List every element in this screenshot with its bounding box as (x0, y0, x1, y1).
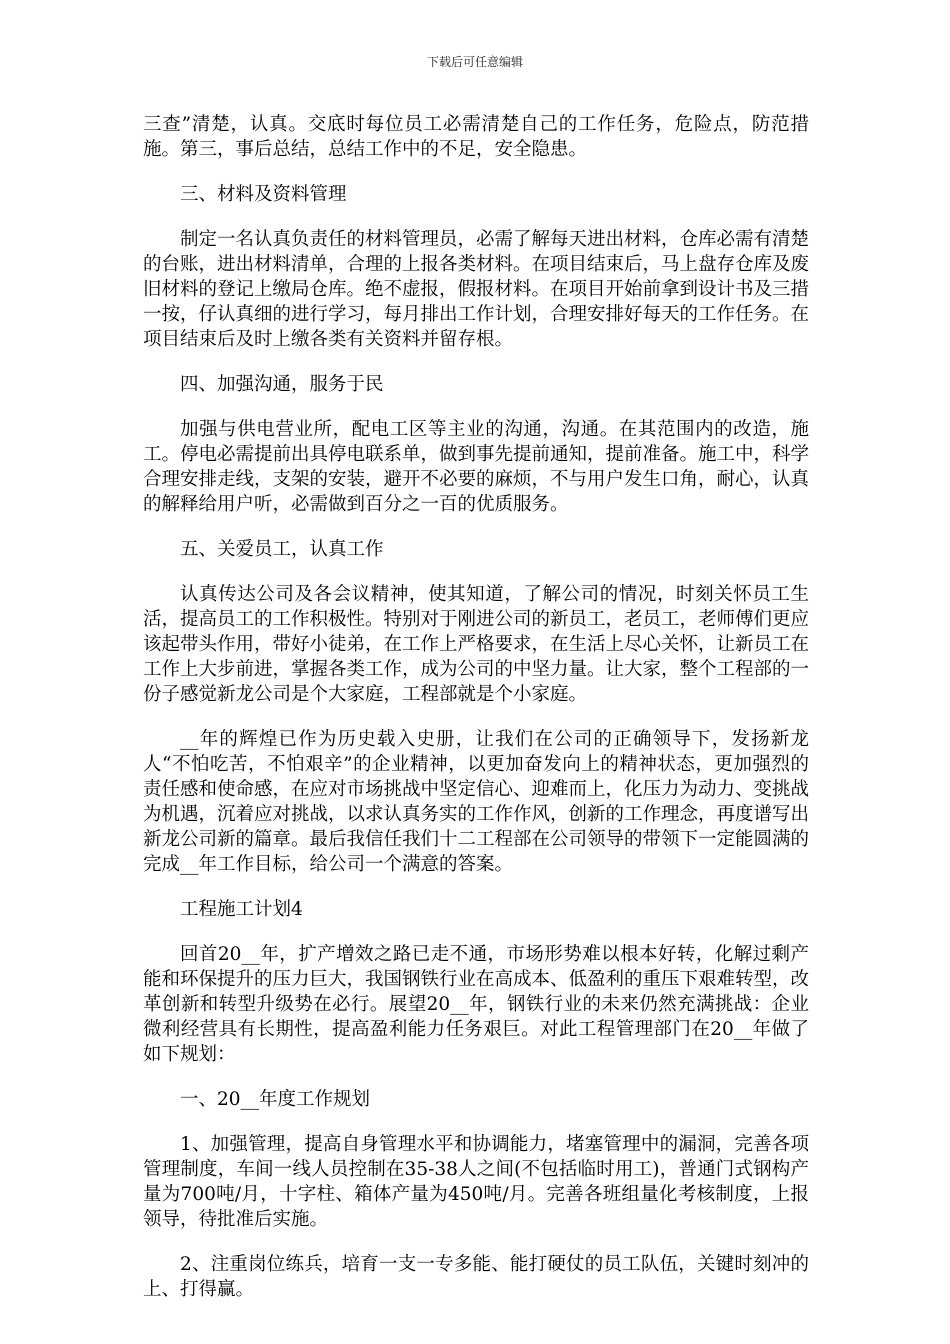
paragraph-item-2: 2、注重岗位练兵，培育一支一专多能、能打硬仗的员工队伍，关键时刻冲的上、打得赢。 (143, 1254, 809, 1300)
section-heading-annual-plan: 一、20__年度工作规划 (180, 1089, 371, 1110)
section-heading-communication: 四、加强沟通，服务于民 (180, 374, 384, 395)
paragraph-item-1: 1、加强管理，提高自身管理水平和协调能力，堵塞管理中的漏洞，完善各项管理制度，车间一线人员控制在35-38人之间(不包括临时用工)，普通门式钢构产量为700吨/月，十字柱、箱体产量为450吨/月。完善各班组量化考核制度，上报领导，待批准后实施。 (143, 1134, 809, 1230)
paragraph-continuation: 三查”清楚，认真。交底时每位员工必需清楚自己的工作任务，危险点，防范措施。第三，事后总结，总结工作中的不足，安全隐患。 (143, 114, 809, 160)
paragraph-staff-care: 认真传达公司及各会议精神，使其知道，了解公司的情况，时刻关怀员工生活，提高员工的工作积极性。特别对于刚进公司的新员工，老员工，老师傅们更应该起带头作用，带好小徒弟，在工作上严格要求，在生活上尽心关怀，让新员工在工作上大步前进，掌握各类工作，成为公司的中坚力量。让大家，整个工程部的一份子感觉新龙公司是个大家庭，工程部就是个小家庭。 (143, 584, 810, 705)
document-body (143, 112, 809, 1322)
paragraph-conclusion: __年的辉煌已作为历史载入史册，让我们在公司的正确领导下，发扬新龙人“不怕吃苦，不怕艰辛”的企业精神，以更加奋发向上的精神状态，更加强烈的责任感和使命感，在应对市场挑战中坚定信心、迎难而上，化压力为动力、变挑战为机遇，沉着应对挑战，以求认真务实的工作作风，创新的工作理念，再度谱写出新龙公司新的篇章。最后我信任我们十二工程部在公司领导的带领下一定能圆满的完成__年工作目标，给公司一个满意的答案。 (143, 729, 810, 875)
page-header: 下载后可任意编辑 (426, 55, 523, 69)
section-heading-staff-care: 五、关爱员工，认真工作 (180, 539, 384, 560)
paragraph-communication: 加强与供电营业所，配电工区等主业的沟通，沟通。在其范围内的改造，施工。停电必需提前出具停电联系单，做到事先提前通知，提前准备。施工中，科学合理安排走线，支架的安装，避开不必要的麻烦，不与用户发生口角，耐心，认真的解释给用户听，必需做到百分之一百的优质服务。 (143, 419, 810, 515)
paragraph-materials: 制定一名认真负责任的材料管理员，必需了解每天进出材料，仓库必需有清楚的台账，进出材料清单，合理的上报各类材料。在项目结束后，马上盘存仓库及废旧材料的登记上缴局仓库。绝不虚报，假报材料。在项目开始前拿到设计书及三措一按，仔认真细的进行学习，每月排出工作计划，合理安排好每天的工作任务。在项目结束后及时上缴各类有关资料并留存根。 (143, 229, 810, 350)
paragraph-review: 回首20__年，扩产增效之路已走不通，市场形势难以根本好转，化解过剩产能和环保提升的压力巨大，我国钢铁行业在高成本、低盈利的重压下艰难转型，改革创新和转型升级势在必行。展望20__年，钢铁行业的未来仍然充满挑战：企业微利经营具有长期性，提高盈利能力任务艰巨。对此工程管理部门在20__年做了如下规划： (143, 944, 810, 1065)
section-heading-materials: 三、材料及资料管理 (180, 184, 347, 205)
section-heading-plan-4: 工程施工计划4 (180, 899, 303, 920)
